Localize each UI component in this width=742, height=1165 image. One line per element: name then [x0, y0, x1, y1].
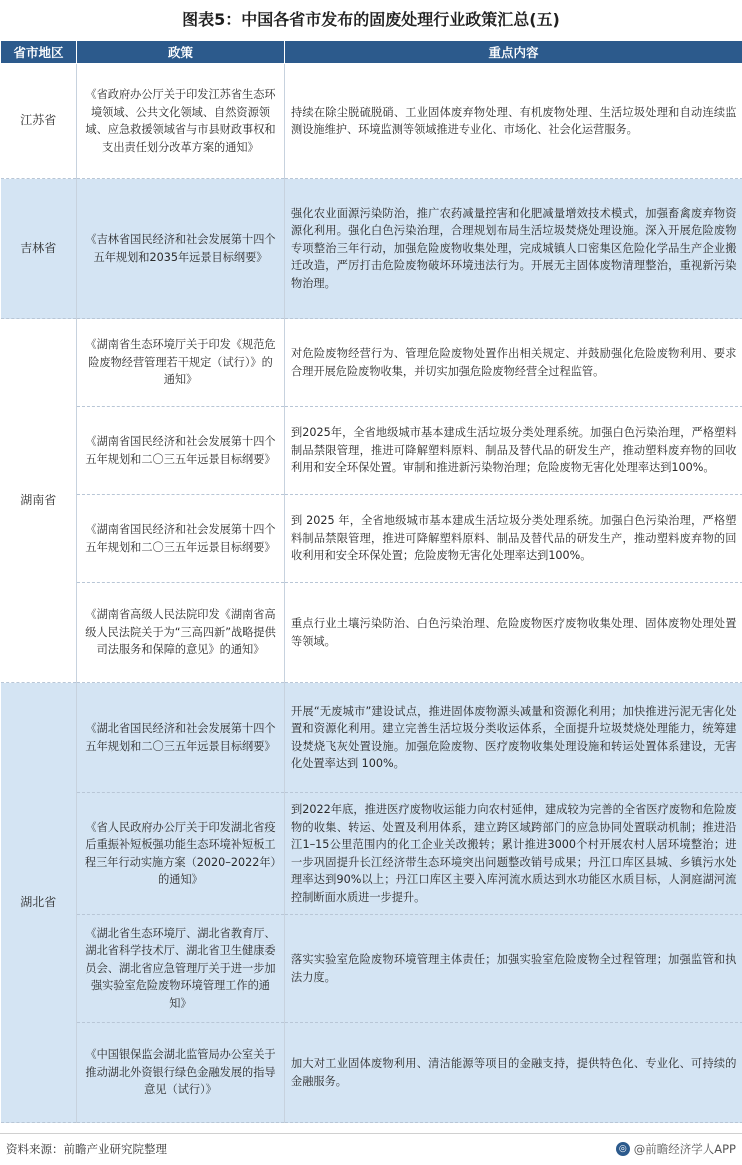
focus-cell: 落实实验室危险废物环境管理主体责任；加强实验室危险废物全过程管理；加强监管和执法力度。 [285, 915, 742, 1023]
table-row [1, 407, 742, 495]
table-row [1, 319, 742, 407]
footer [0, 1133, 742, 1165]
policy-cell: 《省人民政府办公厅关于印发湖北省疫后重振补短板强功能生态环境补短板工程三年行动实施方案（2020–2022年）的通知》 [77, 793, 285, 915]
focus-cell: 对危险废物经营行为、管理危险废物处置作出相关规定、并鼓励强化危险废物利用、要求合理开展危险废物收集，并切实加强危险废物经营全过程监管。 [285, 319, 742, 407]
policy-cell: 《湖南省高级人民法院印发《湖南省高级人民法院关于为“三高四新”战略提供司法服务和保障的意见》的通知》 [77, 583, 285, 683]
policy-cell: 《中国银保监会湖北监管局办公室关于推动湖北外资银行绿色金融发展的指导意见（试行）》 [77, 1023, 285, 1123]
header-focus: 重点内容 [285, 41, 742, 64]
table-row [1, 64, 742, 179]
policy-cell: 《湖北省国民经济和社会发展第十四个五年规划和二〇三五年远景目标纲要》 [77, 683, 285, 793]
policy-cell: 《湖南省国民经济和社会发展第十四个五年规划和二〇三五年远景目标纲要》 [77, 407, 285, 495]
focus-cell: 到2025年，全省地级城市基本建成生活垃圾分类处理系统。加强白色污染治理，严格塑料制品禁限管理，推进可降解塑料原料、制品及替代品的研发生产，推动塑料废弃物的回收利用和安全环保处置。审制和推进新污染物治理；危险废物无害化处理率达到100%。 [285, 407, 742, 495]
table-row [1, 793, 742, 915]
header-policy: 政策 [77, 41, 285, 64]
focus-cell: 强化农业面源污染防治，推广农药减量控害和化肥减量增效技术模式，加强畜禽废弃物资源化利用。强化白色污染治理，合理规划布局生活垃圾焚烧处理设施。深入开展危险废物专项整治三年行动，加强危险废物收集处理，完成城镇人口密集区危险化学品生产企业搬迁改造，严厉打击危险废物破坏环境违法行为。开展无主固体废物清理整治，重视新污染物治理。 [285, 179, 742, 319]
focus-cell: 加大对工业固体废物利用、清洁能源等项目的金融支持，提供特色化、专业化、可持续的金融服务。 [285, 1023, 742, 1123]
region-cell: 吉林省 [1, 179, 77, 319]
table-row [1, 583, 742, 683]
brand-logo-icon: ◎ [616, 1142, 630, 1156]
focus-cell: 重点行业土壤污染防治、白色污染治理、危险废物医疗废物收集处理、固体废物处理处置等领域。 [285, 583, 742, 683]
focus-cell: 持续在除尘脱硫脱硝、工业固体废弃物处理、有机废物处理、生活垃圾处理和自动连续监测设施维护、环境监测等领域推进专业化、市场化、社会化运营服务。 [285, 64, 742, 179]
region-cell: 湖北省 [1, 683, 77, 1123]
policy-cell: 《省政府办公厅关于印发江苏省生态环境领域、公共文化领域、自然资源领域、应急救援领域省与市县财政事权和支出责任划分改革方案的通知》 [77, 64, 285, 179]
brand-tag [616, 1139, 736, 1159]
table-header-row [1, 41, 742, 64]
header-region: 省市地区 [1, 41, 77, 64]
brand-label: @前瞻经济学人APP [634, 1139, 736, 1159]
focus-cell: 开展“无废城市”建设试点，推进固体废物源头减量和资源化利用；加快推进污泥无害化处置和资源化利用。建立完善生活垃圾分类收运体系，全面提升垃圾焚烧处理能力，统筹建设焚烧飞灰处置设施。加强危险废物、医疗废物收集处理设施和转运处置体系建设，无害化处置率达到 100%。 [285, 683, 742, 793]
policy-cell: 《湖南省生态环境厅关于印发《规范危险废物经营管理若干规定（试行）》的通知》 [77, 319, 285, 407]
region-cell: 湖南省 [1, 319, 77, 683]
policy-cell: 《吉林省国民经济和社会发展第十四个五年规划和2035年远景目标纲要》 [77, 179, 285, 319]
table-row [1, 915, 742, 1023]
table-row [1, 179, 742, 319]
focus-cell: 到 2025 年，全省地级城市基本建成生活垃圾分类处理系统。加强白色污染治理，严格塑料制品禁限管理，推进可降解塑料原料、制品及替代品的研发生产，推动塑料废弃物的回收利用和安全环保处置；危险废物无害化处理率达到100%。 [285, 495, 742, 583]
table-row [1, 1023, 742, 1123]
region-cell: 江苏省 [1, 64, 77, 179]
policy-table [0, 40, 742, 1123]
table-row [1, 683, 742, 793]
table-row [1, 495, 742, 583]
policy-cell: 《湖北省生态环境厅、湖北省教育厅、湖北省科学技术厅、湖北省卫生健康委员会、湖北省应急管理厅关于进一步加强实验室危险废物环境管理工作的通知》 [77, 915, 285, 1023]
page-title: 图表5：中国各省市发布的固废处理行业政策汇总(五) [0, 0, 742, 40]
policy-cell: 《湖南省国民经济和社会发展第十四个五年规划和二〇三五年远景目标纲要》 [77, 495, 285, 583]
focus-cell: 到2022年底，推进医疗废物收运能力向农村延伸，建成较为完善的全省医疗废物和危险废物的收集、转运、处置及利用体系，建立跨区域跨部门的应急协同处置联动机制；推进沿江1–15公里范围内的化工企业关改搬转；累计推进3000个村开展农村人居环境整治；进一步巩固提升长江经济带生态环境突出问题整改销号成果；丹江口库区县城、乡镇污水处理率达到90%以上；丹江口库区主要入库河流水质达到水功能区水质目标，人洞庭湖河流控制断面水质进一步提升。 [285, 793, 742, 915]
source-note: 资料来源：前瞻产业研究院整理 [6, 1139, 167, 1159]
